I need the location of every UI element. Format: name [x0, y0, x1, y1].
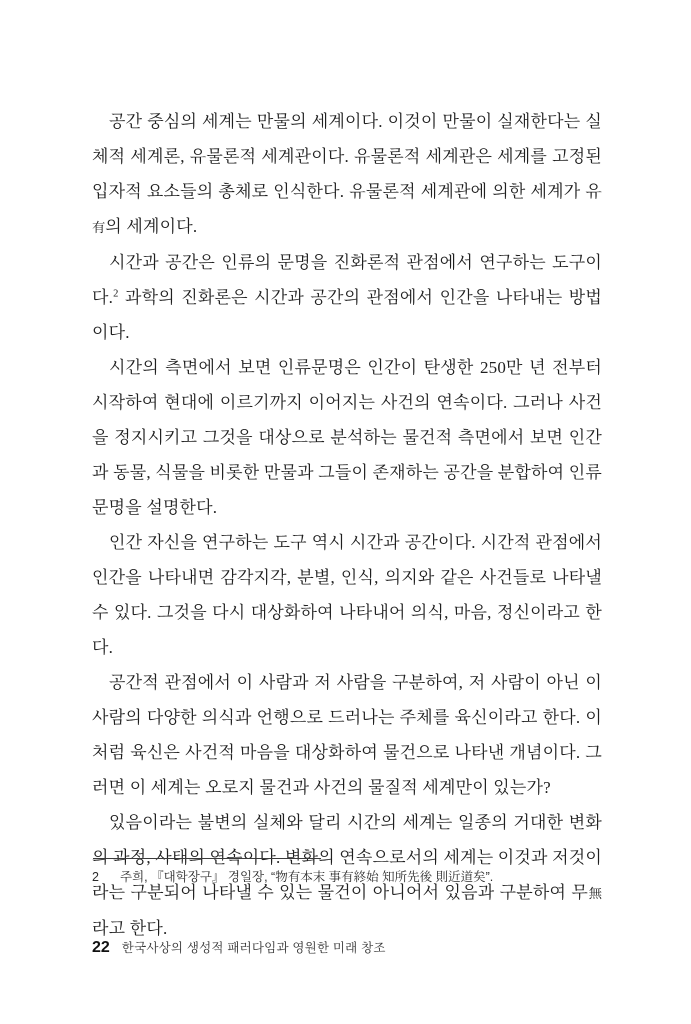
paragraph	[92, 104, 602, 245]
footnote-text: 주희, 『대학장구』 경일장, “物有本末 事有終始 知所先後 則近道矣”.	[120, 870, 494, 884]
paragraph	[92, 665, 602, 805]
footnote-number: 2	[92, 870, 99, 884]
body-text	[92, 104, 602, 946]
page-number: 22	[92, 939, 110, 956]
paragraph	[92, 350, 602, 525]
hanja-char: 有	[92, 220, 106, 235]
paragraph	[92, 525, 602, 665]
book-title: 한국사상의 생성적 패러다임과 영원한 미래 창조	[121, 941, 386, 955]
text-run: 시간의 측면에서 보면 인류문명은 인간이 탄생한 250만 년 전부터 시작하여 현대에 이르기까지 이어지는 사건의 연속이다. 그러나 사건을 정지시키고 그것을 대상으로 분석하는 물건적 측면에서 보면 인간과 동물, 식물을 비롯한 만물과 그들이 존재하는 공간을 분합하여 인류문명을 설명한다.	[92, 358, 602, 517]
footnote-marker: 2	[113, 288, 119, 300]
hanja-char: 無	[587, 886, 602, 901]
footnote-divider	[93, 858, 321, 859]
text-run: 공간 중심의 세계는 만물의 세계이다. 이것이 만물이 실재한다는 실체적 세계론, 유물론적 세계관이다. 유물론적 세계관은 세계를 고정된 입자적 요소들의 총체로 인식한다. 유물론적 세계관에 의한 세계가 유	[92, 112, 602, 201]
text-run: 인간 자신을 연구하는 도구 역시 시간과 공간이다. 시간적 관점에서 인간을 나타내면 감각지각, 분별, 인식, 의지와 같은 사건들로 나타낼 수 있다. 그것을 다시 대상화하여 나타내어 의식, 마음, 정신이라고 한다.	[92, 533, 602, 657]
text-run: 시간과 공간은 인류의 문명을 진화론적 관점에서 연구하는 도구이다.	[92, 253, 602, 307]
text-run: 있음이라는 불변의 실체와 달리 시간의 세계는 일종의 거대한 변화의 과정, 사태의 연속이다. 변화의 연속으로서의 세계는 이것과 저것이라는 구분되어 나타낼 수 있는 물건이 아니어서 있음과 구분하여 무	[92, 813, 602, 902]
paragraph	[92, 245, 602, 350]
text-run: 공간적 관점에서 이 사람과 저 사람을 구분하여, 저 사람이 아닌 이 사람의 다양한 의식과 언행으로 드러나는 주체를 육신이라고 한다. 이처럼 육신은 사건적 마음을 대상화하여 물건으로 나타낸 개념이다. 그러면 이 세계는 오로지 물건과 사건의 물질적 세계만이 있는가?	[92, 673, 602, 797]
text-run: 의 세계이다.	[105, 217, 198, 236]
footnote	[92, 868, 604, 886]
page-footer	[92, 938, 604, 957]
text-run: 라고 한다.	[92, 919, 168, 938]
text-run: 과학의 진화론은 시간과 공간의 관점에서 인간을 나타내는 방법이다.	[92, 288, 602, 342]
